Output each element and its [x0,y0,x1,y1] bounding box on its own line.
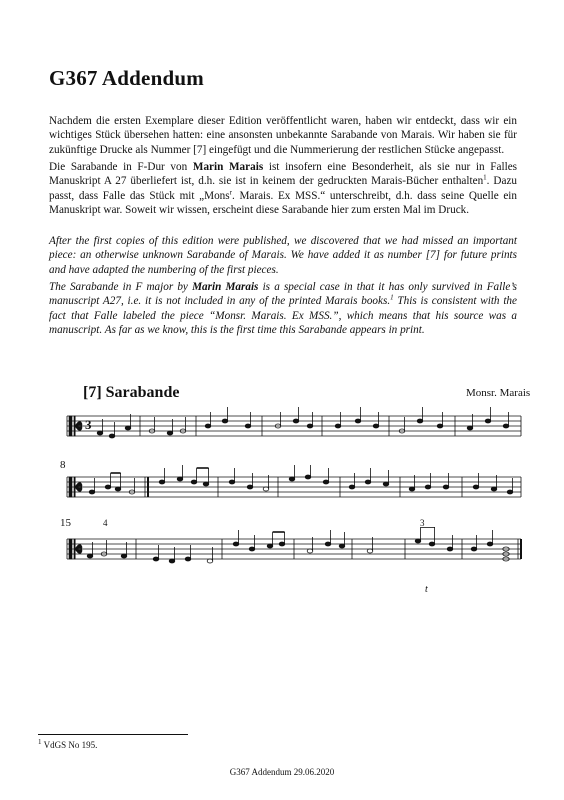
page-title: G367 Addendum [49,66,204,90]
time-signature: 3 [85,417,92,432]
german-detail-paragraph [49,160,517,218]
composer-attribution: Monsr. Marais [466,387,531,399]
trill-mark: t [425,584,428,595]
footnote-mark: 1 [483,173,487,182]
english-detail-paragraph [49,280,517,338]
footnote-mark: 1 [38,738,42,746]
text-run: is a special case in that it has only survived in Falle’s manuscript A27, i.e. it is not included in any of the printed Marais books. [49,281,517,308]
footnote [38,740,97,750]
composer-name: Marin Marais [192,281,259,293]
fingering-3: 3 [420,518,425,528]
text-run: The Sarabande in F major by [49,281,193,293]
footnote-rule [38,734,188,735]
footnote-mark: 1 [390,293,394,302]
music-system-2 [0,465,564,525]
text-run: ist insofern eine Besonderheit, als sie nur in Falles Manuskript A 27 überliefert ist, d.h. sie ist in keinem der gedruckten Marais-Bücher enthalten [49,161,518,188]
music-system-1 [0,404,564,464]
text-run: . Dazu passt, dass Falle das Stück mit „Mons [49,175,518,202]
fingering-4: 4 [103,518,108,528]
german-intro-paragraph: Nachdem die ersten Exemplare dieser Edition veröffentlicht waren, haben wir entdeckt, dass wir ein wichtiges Stück übersehen hatten: eine ansonsten unbekannte Sarabande von Marais. Wir haben sie für zukünftige Drucke als Nummer [7] eingefügt und die Nummerierung der restlichen Stücke angepasst. [49,115,517,156]
english-intro-paragraph: After the first copies of this edition were published, we discovered that we had missed an important piece: an otherwise unknown Sarabande of Marais. We have added it as number [7] for future prints and have adapted the numbering of the first pieces. [49,235,517,276]
footnote-text: VdGS No 195. [41,740,98,750]
piece-title: [7] Sarabande [83,384,180,401]
music-system-3 [0,527,564,587]
text-run: Die Sarabande in F-Dur von [49,161,193,173]
page-footer: G367 Addendum 29.06.2020 [229,767,335,777]
composer-name: Marin Marais [192,161,264,173]
superscript-r: r [229,188,232,197]
text-run: This is consistent with the fact that Falle labeled the piece “Monsr. Marais. Ex MSS.”, which means that his source was a manuscript. As far as we know, this is the first time this Sarabande appears in print. [49,295,517,337]
text-run: . Marais. Ex MSS.“ unterschreibt, d.h. dass seine Quelle ein Manuskript war. Soweit wir wissen, erscheint diese Sarabande hier zum ersten Mal im Druck. [49,189,517,217]
measure-number: 8 [60,459,66,471]
measure-number: 15 [60,517,71,529]
